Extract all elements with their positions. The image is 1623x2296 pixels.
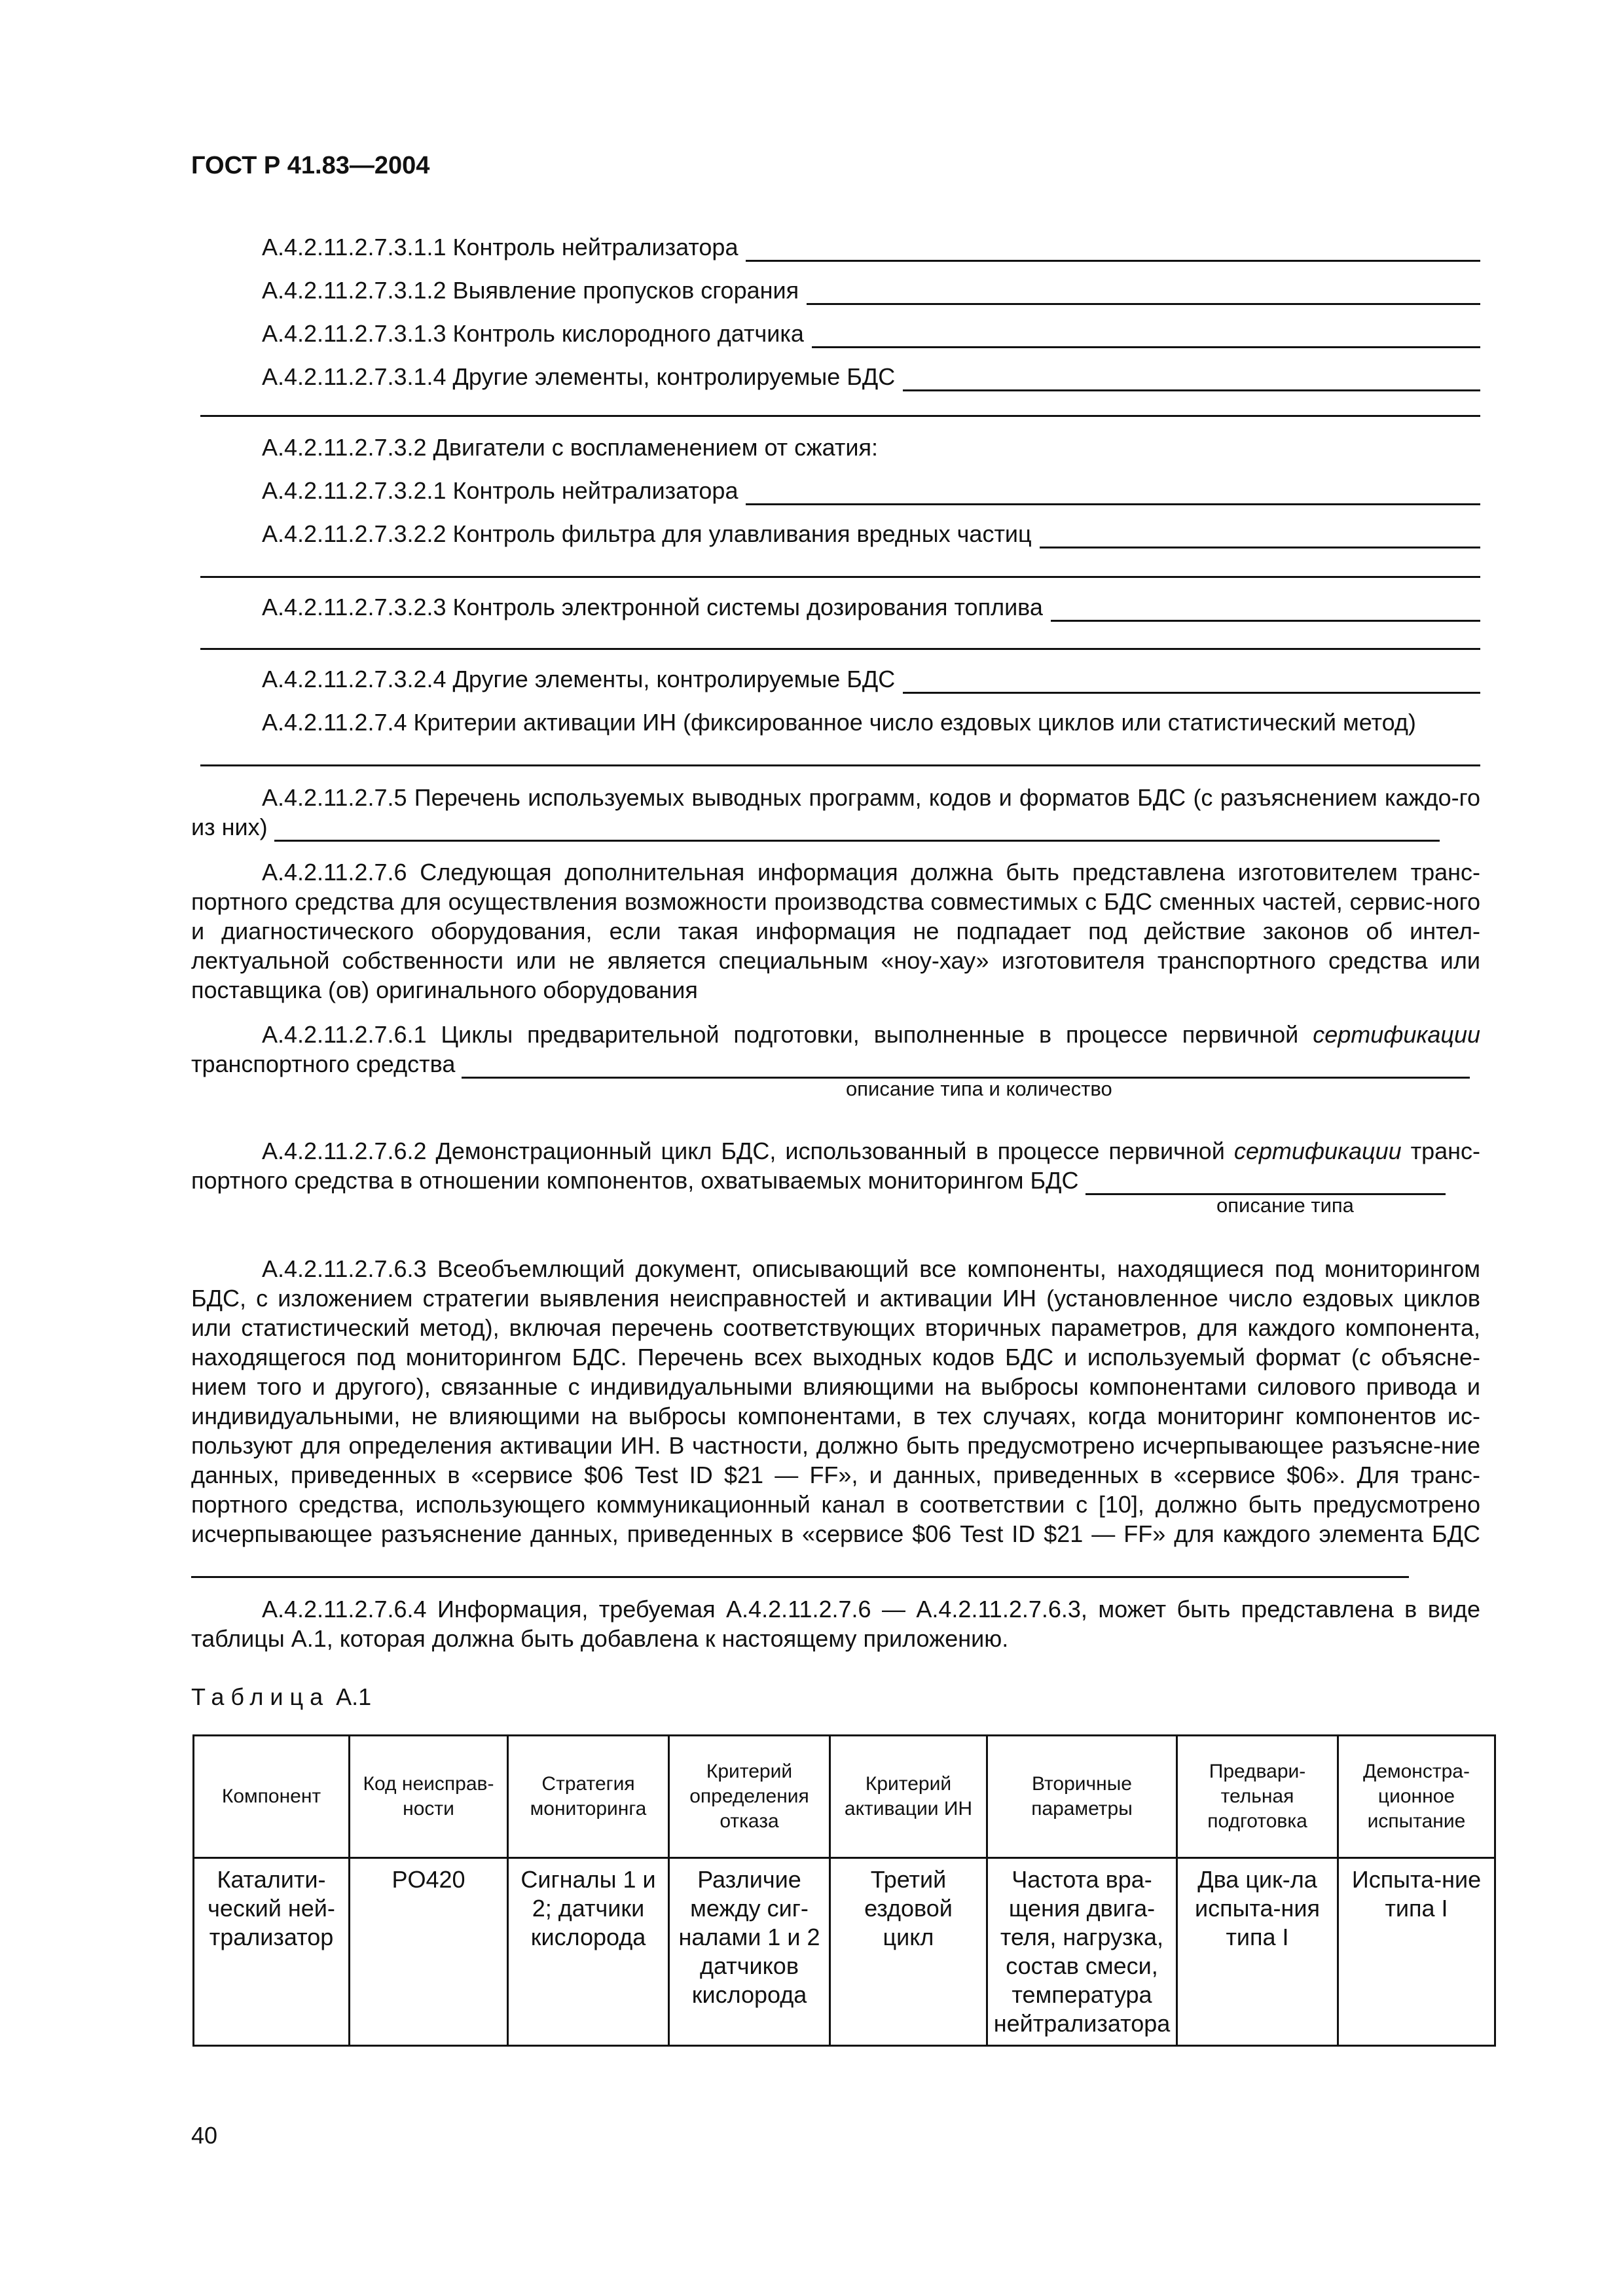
paragraph-text: А.4.2.11.2.7.6.1 Циклы предварительной подготовки, выполненные в процессе первичной — [262, 1021, 1313, 1048]
paragraph-text: А.4.2.11.2.7.6.3 Всеобъемлющий документ, описывающий все компоненты, находящиеся под мониторингом БДС, с изложением стратегии выявления неисправностей и активации ИН (установленное число ездовых циклов или статистический метод), включая перечень соответствующих вторичных параметров, для каждого компонента, находящегося под мониторингом БДС. Перечень всех выходных кодов БДС и используемый формат (с объясне-нием того и другого), связанные с индивидуальными влияющими на выбросы компонентами силового привода и индивидуальными, не влияющими на выбросы компонентами, в тех случаях, когда мониторинг компонентов ис-пользуют для определения активации ИН. В частности, должно быть предусмотрено исчерпывающее разъясне-ние данных, приведенных в «сервисе $06 Test ID $21 — FF», и данных, приведенных в «сервисе $06». Для транс-портного средства, использующего коммуникационный канал в соответствии с [10], должно быть предусмотрено исчерпывающее разъяснение данных, приведенных в «сервисе $06 Test ID $21 — FF» для каждого элемента БДС — [191, 1255, 1480, 1547]
paragraph-2-7-6-3 — [191, 1254, 1480, 1578]
fill-line — [812, 324, 1480, 348]
table-header-cell: Код неисправ-ности — [350, 1736, 508, 1858]
table-header-cell: Вторичные параметры — [987, 1736, 1177, 1858]
paragraph-2-7-6-1 — [191, 1020, 1480, 1079]
field-caption: описание типа и количество — [846, 1077, 1112, 1100]
form-row — [262, 319, 1480, 348]
table-cell: PO420 — [350, 1858, 508, 2046]
fill-line — [1085, 1170, 1446, 1195]
paragraph-text: А.4.2.11.2.7.5 Перечень используемых выводных программ, кодов и форматов БДС (с разъяснением каждо-го из них) — [191, 784, 1480, 840]
form-row — [262, 433, 1480, 462]
page-number: 40 — [191, 2122, 218, 2149]
table-cell: Частота вра-щения двига-теля, нагрузка, состав смеси, температура нейтрализатора — [987, 1858, 1177, 2046]
paragraph-2-7-5 — [191, 783, 1480, 842]
form-row — [262, 520, 1480, 548]
table-cell: Третий ездовой цикл — [830, 1858, 987, 2046]
table-header-cell: Предвари-тельная подготовка — [1177, 1736, 1338, 1858]
fill-line — [807, 281, 1480, 305]
fill-line — [1051, 598, 1480, 622]
fill-line — [200, 648, 1480, 650]
form-row — [262, 593, 1480, 622]
table-label — [191, 1683, 371, 1711]
table-cell: Испыта-ние типа I — [1338, 1858, 1495, 2046]
table-header-cell: Критерий определения отказа — [669, 1736, 830, 1858]
table-header-row — [194, 1736, 1495, 1858]
row-label: А.4.2.11.2.7.3.1.2 Выявление пропусков сгорания — [262, 277, 799, 304]
table-label-number: А.1 — [336, 1683, 372, 1710]
row-label: А.4.2.11.2.7.4 Критерии активации ИН (фиксированное число ездовых циклов или статистический метод) — [262, 709, 1416, 736]
form-row — [262, 476, 1480, 505]
row-label: А.4.2.11.2.7.3.1.4 Другие элементы, контролируемые БДС — [262, 363, 896, 390]
form-row — [262, 363, 1480, 391]
row-label: А.4.2.11.2.7.3.1.1 Контроль нейтрализатора — [262, 234, 739, 260]
paragraph-text: А.4.2.11.2.7.6.2 Демонстрационный цикл БДС, использованный в процессе первичной — [262, 1138, 1234, 1164]
fill-line — [746, 481, 1480, 505]
table-header-cell: Критерий активации ИН — [830, 1736, 987, 1858]
form-row — [262, 708, 1480, 737]
paragraph-text: транспортного средства — [191, 1050, 456, 1077]
paragraph-2-7-6-4: А.4.2.11.2.7.6.4 Информация, требуемая А.4.2.11.2.7.6 — А.4.2.11.2.7.6.3, может быть представлена в виде таблицы А.1, которая должна быть добавлена к настоящему приложению. — [191, 1596, 1480, 1652]
emphasis-text: сертификации — [1233, 1138, 1402, 1164]
data-table — [192, 1734, 1496, 2047]
table-cell: Каталити-ческий ней-трализатор — [194, 1858, 350, 2046]
table-header-cell: Стратегия мониторинга — [508, 1736, 669, 1858]
form-row — [262, 276, 1480, 305]
table-row — [194, 1858, 1495, 2046]
table-header-cell: Компонент — [194, 1736, 350, 1858]
fill-line — [200, 576, 1480, 578]
paragraph-2-7-6-2 — [191, 1136, 1480, 1195]
fill-line — [903, 670, 1480, 694]
document-header: ГОСТ Р 41.83—2004 — [191, 152, 430, 179]
form-row — [262, 665, 1480, 694]
fill-line — [903, 367, 1480, 391]
fill-line — [191, 1552, 1409, 1578]
row-label: А.4.2.11.2.7.3.2.2 Контроль фильтра для улавливания вредных частиц — [262, 520, 1032, 547]
table-cell: Сигналы 1 и 2; датчики кислорода — [508, 1858, 669, 2046]
fill-line — [200, 415, 1480, 417]
form-row — [262, 233, 1480, 262]
fill-line — [274, 816, 1440, 842]
table-cell: Различие между сиг-налами 1 и 2 датчиков кислорода — [669, 1858, 830, 2046]
emphasis-text: сертификации — [1313, 1021, 1480, 1048]
row-label: А.4.2.11.2.7.3.2.3 Контроль электронной системы дозирования топлива — [262, 594, 1043, 620]
fill-line — [746, 238, 1480, 262]
row-label: А.4.2.11.2.7.3.2 Двигатели с воспламенением от сжатия: — [262, 434, 878, 461]
fill-line — [1040, 524, 1480, 548]
table-label-word: Таблица — [191, 1683, 330, 1710]
row-label: А.4.2.11.2.7.3.1.3 Контроль кислородного датчика — [262, 320, 804, 347]
table-cell: Два цик-ла испыта-ния типа I — [1177, 1858, 1338, 2046]
paragraph-text: транс-портного средства в отношении компонентов, охватываемых мониторингом БДС — [191, 1138, 1480, 1194]
row-label: А.4.2.11.2.7.3.2.4 Другие элементы, контролируемые БДС — [262, 666, 896, 692]
field-caption: описание типа — [1216, 1194, 1354, 1217]
fill-line — [200, 764, 1480, 766]
fill-line — [462, 1053, 1470, 1079]
row-label: А.4.2.11.2.7.3.2.1 Контроль нейтрализатора — [262, 477, 739, 504]
paragraph-2-7-6: А.4.2.11.2.7.6 Следующая дополнительная информация должна быть представлена изготовителем транс-портного средства для осуществления возможности производства совместимых с БДС сменных частей, сервис-ного и диагностического оборудования, если такая информация не подпадает под действие законов об интел-лектуальной собственности или не является специальным «ноу-хау» изготовителя транспортного средства или поставщика (ов) оригинального оборудования — [191, 859, 1480, 1003]
table-header-cell: Демонстра-ционное испытание — [1338, 1736, 1495, 1858]
